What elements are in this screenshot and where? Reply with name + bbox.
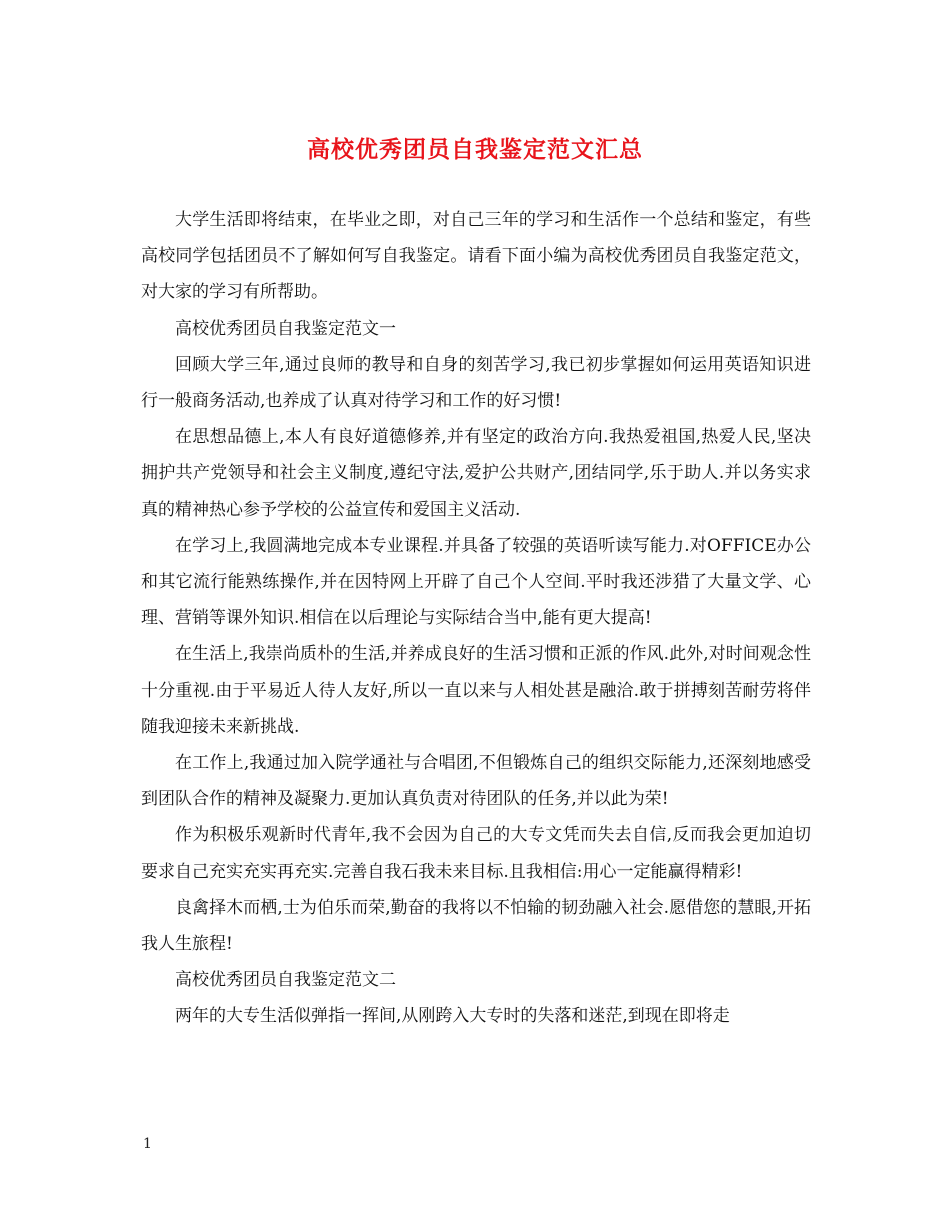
paragraph: 良禽择木而栖,士为伯乐而荣,勤奋的我将以不怕输的韧劲融入社会.愿借您的慧眼,开拓我人生旅程! — [141, 897, 811, 955]
intro-paragraph: 大学生活即将结束，在毕业之即，对自己三年的学习和生活作一个总结和鉴定，有些高校同学包括团员不了解如何写自我鉴定。请看下面小编为高校优秀团员自我鉴定范文，对大家的学习有所帮助。 — [141, 210, 811, 303]
document-title: 高校优秀团员自我鉴定范文汇总 — [307, 136, 643, 163]
document-body — [141, 202, 811, 1035]
section-heading-1: 高校优秀团员自我鉴定范文一 — [175, 318, 396, 339]
paragraph: 回顾大学三年,通过良师的教导和自身的刻苦学习,我已初步掌握如何运用英语知识进行一般商务活动,也养成了认真对待学习和工作的好习惯! — [141, 354, 811, 412]
paragraph: 两年的大专生活似弹指一挥间,从刚跨入大专时的失落和迷茫,到现在即将走 — [175, 1006, 730, 1027]
paragraph: 在工作上,我通过加入院学通社与合唱团,不但锻炼自己的组织交际能力,还深刻地感受到团队合作的精神及凝聚力.更加认真负责对待团队的任务,并以此为荣! — [141, 753, 811, 810]
paragraph: 在学习上,我圆满地完成本专业课程.并具备了较强的英语听读写能力.对OFFICE办公和其它流行能熟练操作,并在因特网上开辟了自己个人空间.平时我还涉猎了大量文学、心理、营销等课外知识.相信在以后理论与实际结合当中,能有更大提高! — [141, 535, 811, 629]
paragraph: 在生活上,我崇尚质朴的生活,并养成良好的生活习惯和正派的作风.此外,对时间观念性十分重视.由于平易近人待人友好,所以一直以来与人相处甚是融洽.敢于拼搏刻苦耐劳将伴随我迎接未来新挑战. — [141, 644, 811, 737]
page-number: 1 — [143, 1136, 152, 1152]
paragraph: 作为积极乐观新时代青年,我不会因为自己的大专文凭而失去自信,反而我会更加迫切要求自己充实充实再充实.完善自我石我未来目标.且我相信:用心一定能赢得精彩! — [141, 825, 811, 882]
section-heading-2: 高校优秀团员自我鉴定范文二 — [175, 970, 396, 991]
paragraph: 在思想品德上,本人有良好道德修养,并有坚定的政治方向.我热爱祖国,热爱人民,坚决拥护共产党领导和社会主义制度,遵纪守法,爱护公共财产,团结同学,乐于助人.并以务实求真的精神热心参予学校的公益宣传和爱国主义活动. — [141, 427, 811, 520]
